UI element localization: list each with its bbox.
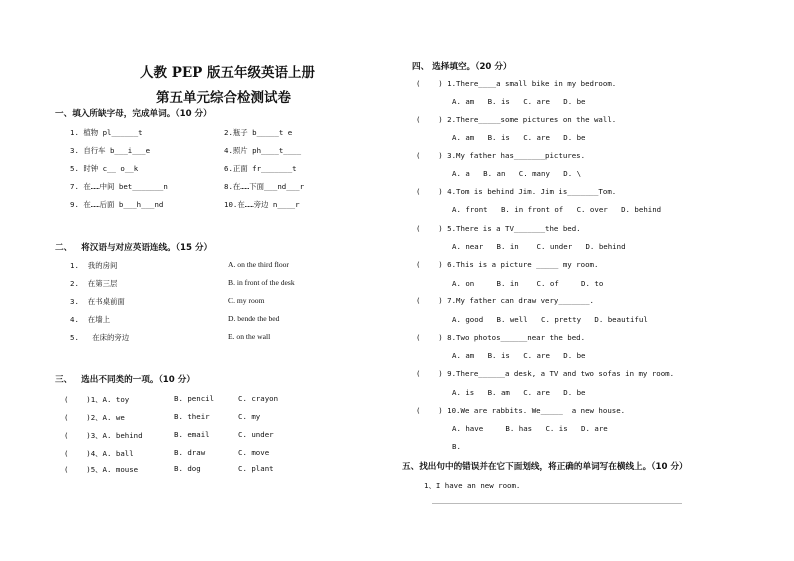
question-options: A. am B. is C. are D. be [452,351,586,360]
question: ( ) 8.Two photos______near the bed. [416,333,586,342]
table-cell: C. crayon [238,394,279,403]
table-cell: B. their [174,412,210,421]
question: ( ) 4.Tom is behind Jim. Jim is_______Tom. [416,187,617,196]
question: ( ) 2.There_____some pictures on the wall. [416,115,617,124]
table-cell: B. email [174,430,210,439]
question: ( ) 7.My father can draw very_______. [416,296,594,305]
list-item: 6.正面 fr_______t [224,164,297,173]
list-item: 2.瓶子 b_____t e [224,128,293,137]
question-options: A. is B. am C. are D. be [452,388,586,397]
section5-heading: 五、找出句中的错误并在它下面划线，将正确的单词写在横线上。（10 分） [402,462,688,472]
page-subtitle: 第五单元综合检测试卷 [156,90,291,106]
question: ( ) 5.There is a TV_______the bed. [416,224,581,233]
question: ( ) 3.My father has_______pictures. [416,151,586,160]
table-cell: B. dog [174,464,201,473]
question: ( ) 1.There____a small bike in my bedroom. [416,79,617,88]
section4-heading: 四、 选择填空。（20 分） [412,62,512,72]
question-options: A. have B. has C. is D. are [452,424,608,433]
trailing-option: B. [452,442,461,451]
table-row-no: ( )1、A. toy [64,395,130,404]
list-item: 5. 时钟 c__ o__k [70,164,139,173]
question: 1、I have an new room. [424,481,521,490]
list-item: 7. 在……中间 bet_______n [70,182,168,191]
list-item: 4.照片 ph____t____ [224,146,302,155]
question-options: A. am B. is C. are D. be [452,133,586,142]
list-item: 10.在……旁边 n____r [224,200,300,209]
list-item: 9. 在……后面 b___h___nd [70,200,164,209]
answer-line [432,503,682,504]
question: ( ) 6.This is a picture _____ my room. [416,260,599,269]
list-item: 4. 在墙上 [70,315,110,324]
question-options: A. am B. is C. are D. be [452,97,586,106]
list-item: B. in front of the desk [228,278,295,287]
question: ( ) 10.We are rabbits. We_____ a new house. [416,406,626,415]
page-title: 人教 PEP 版五年级英语上册 [140,65,315,81]
list-item: 5. 在床的旁边 [70,333,130,342]
table-row-no: ( )5、A. mouse [64,465,139,474]
question-options: A. front B. in front of C. over D. behind [452,205,662,214]
list-item: 1. 我的房间 [70,261,118,270]
question-options: A. near B. in C. under D. behind [452,242,626,251]
table-cell: C. move [238,448,270,457]
list-item: A. on the third floor [228,260,289,269]
section1-heading: 一、填入所缺字母，完成单词。（10 分） [55,109,212,119]
table-row-no: ( )2、A. we [64,413,125,422]
question-options: A. good B. well C. pretty D. beautiful [452,315,648,324]
list-item: D. bende the bed [228,314,280,323]
list-item: 3. 自行车 b___i___e [70,146,151,155]
list-item: 2. 在第三层 [70,279,118,288]
table-cell: B. pencil [174,394,215,403]
question-options: A. a B. an C. many D. \ [452,169,582,178]
table-cell: C. my [238,412,261,421]
list-item: E. on the wall [228,332,271,341]
table-row-no: ( )3、A. behind [64,431,143,440]
section3-heading: 三、 选出不同类的一项。（10 分） [55,375,195,385]
section2-heading: 二、 将汉语与对应英语连线。（15 分） [55,243,213,253]
question-options: A. on B. in C. of D. to [452,279,604,288]
list-item: 3. 在书桌前面 [70,297,125,306]
list-item: C. my room [228,296,265,305]
table-cell: C. plant [238,464,274,473]
list-item: 1. 植物 pl______t [70,128,143,137]
table-cell: B. draw [174,448,206,457]
list-item: 8.在……下面___nd___r [224,182,305,191]
question: ( ) 9.There______a desk, a TV and two sofas in my room. [416,369,675,378]
table-cell: C. under [238,430,274,439]
table-row-no: ( )4、A. ball [64,449,134,458]
